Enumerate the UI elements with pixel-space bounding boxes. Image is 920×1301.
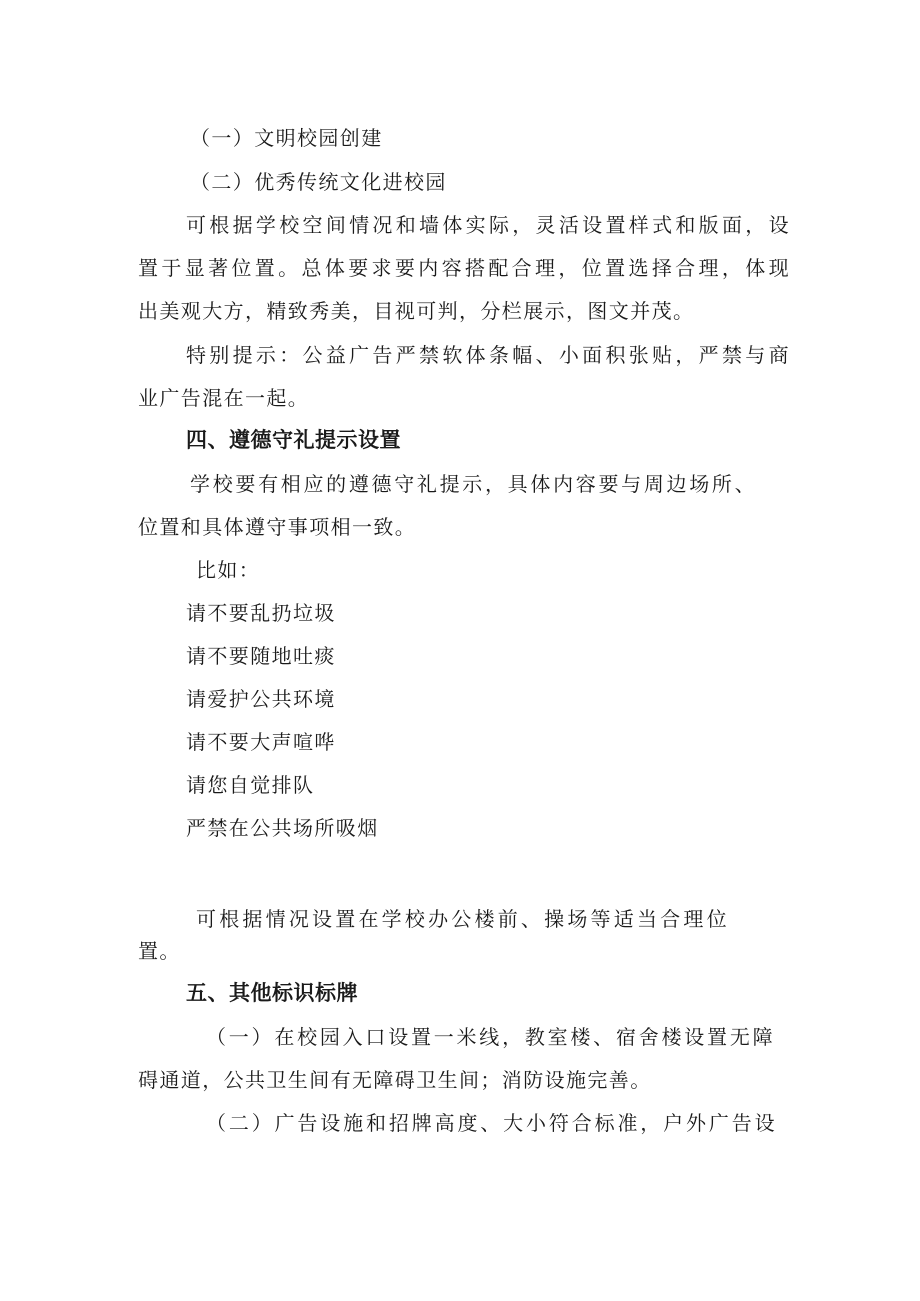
example-item: 请爱护公共环境 (186, 687, 336, 711)
example-item: 请不要随地吐痰 (186, 644, 336, 668)
paragraph-line: 可根据学校空间情况和墙体实际，灵活设置样式和版面，设 (186, 213, 790, 237)
example-item: 请您自觉排队 (186, 773, 315, 797)
paragraph-line: 位置和具体遵守事项相一致。 (138, 515, 417, 539)
paragraph-line: 碍通道，公共卫生间有无障碍卫生间；消防设施完善。 (138, 1068, 652, 1092)
special-note-line: 业广告混在一起。 (138, 386, 310, 410)
list-item-civilized-campus: （一）文明校园创建 (190, 126, 383, 150)
example-item: 请不要乱扔垃圾 (186, 601, 336, 625)
paragraph-line: 置于显著位置。总体要求要内容搭配合理，位置选择合理，体现 (138, 256, 790, 280)
paragraph-line: （一）在校园入口设置一米线，教室楼、宿舍楼设置无障 (206, 1025, 774, 1049)
list-item-traditional-culture: （二）优秀传统文化进校园 (190, 170, 447, 194)
placement-line: 可根据情况设置在学校办公楼前、操场等适当合理位 (196, 907, 728, 931)
special-note-line: 特别提示：公益广告严禁软体条幅、小面积张贴，严禁与商 (186, 343, 790, 367)
paragraph-line: 学校要有相应的遵德守礼提示，具体内容要与周边场所、 (190, 472, 756, 496)
example-item: 请不要大声喧哗 (186, 730, 336, 754)
section-heading-4: 四、遵德守礼提示设置 (186, 428, 401, 452)
paragraph-line: （二）广告设施和招牌高度、大小符合标准，户外广告设 (206, 1111, 776, 1135)
paragraph-line: 出美观大方，精致秀美，目视可判，分栏展示，图文并茂。 (138, 299, 695, 323)
example-label: 比如： (196, 558, 261, 582)
example-item: 严禁在公共场所吸烟 (186, 816, 379, 840)
placement-line: 置。 (138, 939, 181, 963)
section-heading-5: 五、其他标识标牌 (186, 981, 358, 1005)
